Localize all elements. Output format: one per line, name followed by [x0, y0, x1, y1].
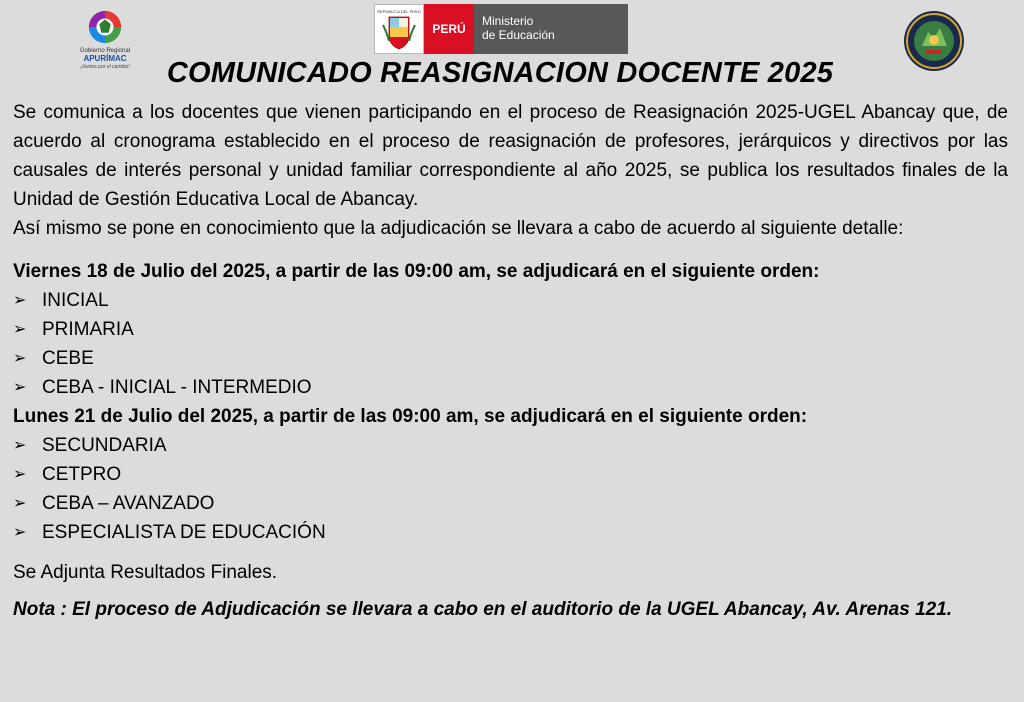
arrow-bullet-icon: ➢: [13, 466, 27, 483]
list-item: [13, 489, 1008, 518]
ministry-label: [474, 4, 628, 54]
attachment-note: Se Adjunta Resultados Finales.: [13, 562, 278, 583]
list-item-label: ESPECIALISTA DE EDUCACIÓN: [42, 522, 326, 543]
list-item-label: PRIMARIA: [42, 319, 134, 340]
arrow-bullet-icon: ➢: [13, 292, 27, 309]
arrow-bullet-icon: ➢: [13, 379, 27, 396]
list-item-label: CEBA – AVANZADO: [42, 493, 215, 514]
list-item-label: CEBE: [42, 348, 94, 369]
peru-label: PERÚ: [424, 4, 474, 54]
list-item-label: INICIAL: [42, 290, 109, 311]
apurimac-small-text: Gobierno Regional: [79, 48, 131, 54]
friday-list: [13, 286, 1008, 402]
location-note: Nota : El proceso de Adjudicación se llevara a cabo en el auditorio de la UGEL Abancay, Av. Arenas 121.: [13, 599, 953, 620]
list-item: [13, 344, 1008, 373]
detail-paragraph: Así mismo se pone en conocimiento que la adjudicación se llevara a cabo de acuerdo al siguiente detalle:: [13, 218, 904, 239]
list-item: [13, 286, 1008, 315]
peru-shield-icon: [374, 4, 424, 54]
arrow-bullet-icon: ➢: [13, 524, 27, 541]
shield-caption: REPÚBLICA DEL PERÚ: [377, 9, 421, 14]
arrow-bullet-icon: ➢: [13, 321, 27, 338]
list-item-label: CEBA - INICIAL - INTERMEDIO: [42, 377, 312, 398]
minedu-logo: [374, 4, 628, 54]
arrow-bullet-icon: ➢: [13, 350, 27, 367]
apurimac-map-icon: [86, 8, 124, 46]
list-item: [13, 373, 1008, 402]
schedule-heading-friday: Viernes 18 de Julio del 2025, a partir de las 09:00 am, se adjudicará en el siguiente orden:: [13, 261, 820, 282]
schedule-heading-monday: Lunes 21 de Julio del 2025, a partir de las 09:00 am, se adjudicará en el siguiente orden:: [13, 406, 808, 427]
list-item-label: SECUNDARIA: [42, 435, 167, 456]
list-item-label: CETPRO: [42, 464, 122, 485]
page-title: COMUNICADO REASIGNACION DOCENTE 2025: [166, 57, 834, 89]
arrow-bullet-icon: ➢: [13, 495, 27, 512]
communique-body: [13, 98, 1008, 624]
ministry-line-1: Ministerio: [482, 14, 534, 28]
intro-paragraph: Se comunica a los docentes que vienen participando en el proceso de Reasignación 2025-UGEL Abancay que, de acuerdo al cronograma establecido en el proceso de reasignación de profesores, jerárquicos y directivos por las causales de interés personal y unidad familiar correspondiente al año 2025, se publica los resultados finales de la Unidad de Gestión Educativa Local de Abancay.: [13, 102, 1008, 210]
apurimac-slogan: ¡Juntos por el cambio!: [80, 64, 130, 70]
list-item: [13, 460, 1008, 489]
apurimac-name: APURÍMAC: [83, 54, 127, 63]
ministry-line-2: de Educación: [482, 28, 555, 42]
list-item: [13, 315, 1008, 344]
list-item: [13, 518, 1008, 547]
monday-list: [13, 431, 1008, 547]
arrow-bullet-icon: ➢: [13, 437, 27, 454]
list-item: [13, 431, 1008, 460]
